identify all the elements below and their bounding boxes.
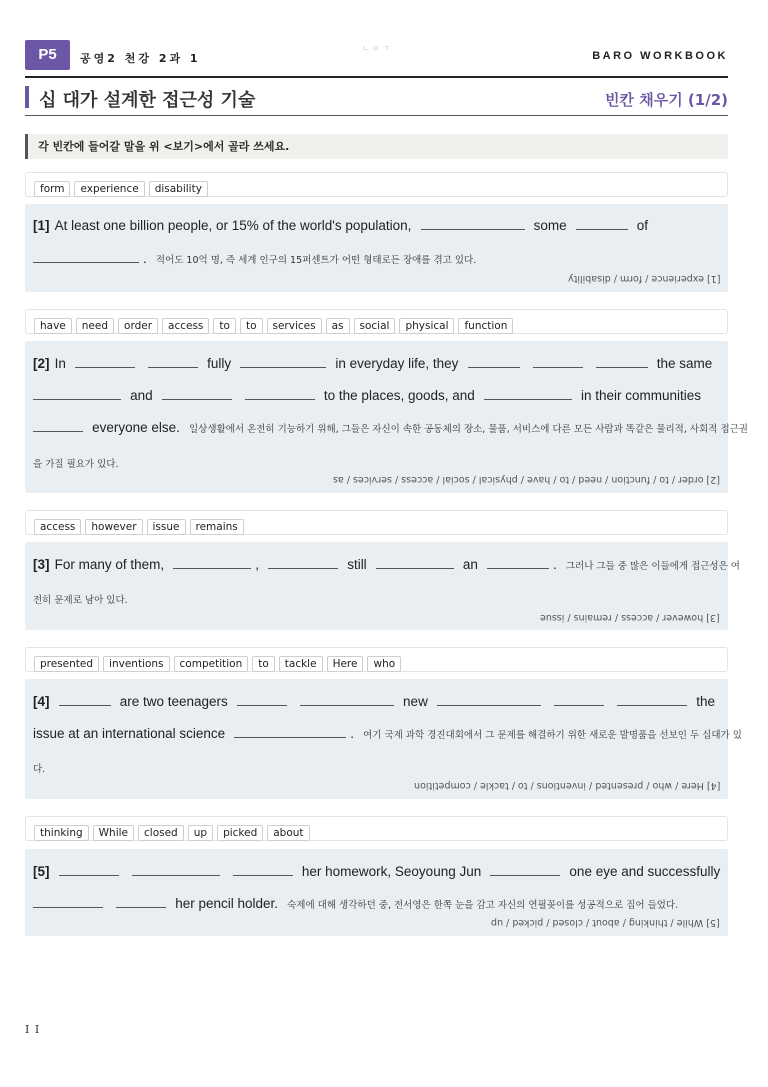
q2-line4: [33, 452, 119, 471]
blank-field[interactable]: [437, 693, 541, 706]
page-title: 십 대가 설계한 접근성 기술: [39, 90, 256, 111]
word-chip: experience: [74, 181, 144, 197]
blank-field[interactable]: [75, 355, 135, 368]
word-chip: picked: [217, 825, 263, 841]
korean-translation: 일상생활에서 온전히 기능하기 위해, 그들은 자신이 속한 공동체의 장소, 물품, 서비스에 다른 모든 사람과 똑같은 물리적, 사회적 접근권: [189, 424, 748, 435]
question-box-2: [25, 341, 748, 493]
word-chip: While: [93, 825, 134, 841]
q2-line1: [2] In fully in everyday life, they the same: [33, 356, 713, 371]
answer-key: [4] Here / who / presented / inventions / to / tackle / competition: [413, 780, 720, 791]
blank-field[interactable]: [245, 387, 315, 400]
word-chip: social: [354, 318, 396, 334]
word-chip: up: [188, 825, 213, 841]
blank-field[interactable]: [59, 693, 111, 706]
blank-field[interactable]: [132, 863, 220, 876]
word-chip: to: [240, 318, 263, 334]
q2-line3: everyone else. 일상생활에서 온전히 기능하기 위해, 그들은 자신이 속한 공동체의 장소, 물품, 서비스에 다른 모든 사람과 똑같은 물리적, 사회적 접근권: [33, 417, 748, 436]
blank-field[interactable]: [33, 419, 83, 432]
korean-translation: 숙제에 대해 생각하던 중, 전서영은 한쪽 눈을 감고 자신의 연필꽂이를 성공적으로 집어 들었다.: [287, 900, 679, 911]
course-label: 공영2 천강 2과 1: [80, 52, 201, 65]
blank-field[interactable]: [490, 863, 560, 876]
blank-field[interactable]: [487, 556, 549, 569]
page-number: I I: [25, 1023, 41, 1036]
word-bank-3: [25, 510, 728, 535]
word-chip: services: [267, 318, 322, 334]
word-chip: remains: [190, 519, 244, 535]
korean-translation: 적어도 10억 명, 즉 세계 인구의 15퍼센트가 어떤 형태로든 장애를 겪고 있다.: [155, 255, 477, 266]
word-chip: however: [85, 519, 142, 535]
page-header: [25, 40, 728, 78]
question-number: [1]: [33, 218, 50, 233]
word-chip: competition: [174, 656, 249, 672]
q3-line1: [3] For many of them, , still an . 그러나 그들 중 많은 이들에게 접근성은 여: [33, 557, 740, 572]
q1-line1: [1] At least one billion people, or 15% of the world's population, some of: [33, 218, 649, 233]
korean-translation: 을 가질 필요가 있다.: [33, 459, 119, 470]
korean-translation: 그러나 그들 중 많은 이들에게 접근성은 여: [565, 561, 740, 572]
word-chip: access: [34, 519, 81, 535]
q3-line2: [33, 588, 128, 607]
blank-field[interactable]: [376, 556, 454, 569]
korean-translation: 전히 문제로 남아 있다.: [33, 595, 128, 606]
word-chip: function: [458, 318, 513, 334]
blank-field[interactable]: [240, 355, 326, 368]
blank-field[interactable]: [233, 863, 293, 876]
word-bank-2: [25, 309, 728, 334]
blank-field[interactable]: [116, 895, 166, 908]
question-box-1: [25, 204, 728, 292]
q2-line2: and to the places, goods, and in their communities: [33, 385, 701, 404]
question-number: [5]: [33, 864, 50, 879]
page-subtitle: 빈칸 채우기 (1/2): [605, 91, 728, 109]
brand-label: BARO WORKBOOK: [592, 50, 728, 62]
question-box-5: [25, 849, 728, 936]
question-box-3: [25, 542, 740, 630]
blank-field[interactable]: [468, 355, 520, 368]
blank-field[interactable]: [554, 693, 604, 706]
blank-field[interactable]: [33, 387, 121, 400]
word-chip: as: [326, 318, 350, 334]
blank-field[interactable]: [33, 895, 103, 908]
blank-field[interactable]: [33, 250, 139, 263]
q4-line1: [4] are two teenagers new the: [33, 694, 715, 709]
word-chip: need: [76, 318, 114, 334]
answer-key: [1] experience / form / disability: [567, 273, 720, 284]
question-number: [3]: [33, 557, 50, 572]
word-chip: who: [367, 656, 401, 672]
q4-line3: [33, 757, 45, 776]
word-chip: Here: [327, 656, 364, 672]
korean-translation: 다.: [33, 764, 46, 775]
faint-mark: ㄴㅇㄱ: [362, 44, 392, 53]
korean-translation: 여기 국제 과학 경진대회에서 그 문제를 해결하기 위한 새로운 발명품을 선보인 두 십대가 있: [363, 730, 742, 741]
q5-line2: her pencil holder. 숙제에 대해 생각하던 중, 전서영은 한쪽 눈을 감고 자신의 연필꽂이를 성공적으로 집어 들었다.: [33, 893, 678, 912]
blank-field[interactable]: [148, 355, 198, 368]
word-chip: physical: [399, 318, 454, 334]
word-bank-4: [25, 647, 728, 672]
question-number: [4]: [33, 694, 50, 709]
page-badge: P5: [25, 40, 70, 70]
blank-field[interactable]: [484, 387, 572, 400]
blank-field[interactable]: [59, 863, 119, 876]
blank-field[interactable]: [173, 556, 251, 569]
blank-field[interactable]: [237, 693, 287, 706]
instruction-box: 각 빈칸에 들어갈 말을 위 <보기>에서 골라 쓰세요.: [25, 134, 728, 159]
q1-line2: . 적어도 10억 명, 즉 세계 인구의 15퍼센트가 어떤 형태로든 장애를 겪고 있다.: [33, 248, 476, 267]
blank-field[interactable]: [234, 725, 346, 738]
question-number: [2]: [33, 356, 50, 371]
blank-field[interactable]: [421, 217, 525, 230]
word-chip: issue: [147, 519, 186, 535]
title-accent-bar: [25, 86, 29, 108]
word-chip: to: [213, 318, 236, 334]
title-row: [25, 86, 728, 116]
word-chip: access: [162, 318, 209, 334]
blank-field[interactable]: [300, 693, 394, 706]
word-chip: about: [267, 825, 309, 841]
word-chip: disability: [149, 181, 208, 197]
word-chip: presented: [34, 656, 99, 672]
blank-field[interactable]: [617, 693, 687, 706]
blank-field[interactable]: [268, 556, 338, 569]
word-chip: form: [34, 181, 70, 197]
word-chip: inventions: [103, 656, 169, 672]
word-chip: tackle: [279, 656, 323, 672]
answer-key: [3] however / access / remains / issue: [540, 612, 720, 623]
question-box-4: [25, 679, 742, 799]
word-chip: thinking: [34, 825, 89, 841]
blank-field[interactable]: [576, 217, 628, 230]
word-chip: have: [34, 318, 72, 334]
blank-field[interactable]: [533, 355, 583, 368]
blank-field[interactable]: [162, 387, 232, 400]
q4-line2: issue at an international science . 여기 국제 과학 경진대회에서 그 문제를 해결하기 위한 새로운 발명품을 선보인 두 십대가 있: [33, 726, 742, 741]
q5-line1: [5] her homework, Seoyoung Jun one eye and successfully: [33, 864, 721, 879]
answer-key: [5] While / thinking / about / closed / picked / up: [491, 917, 720, 928]
answer-key: [2] order / to / function / need / to / have / physical / social / access / services / as: [333, 474, 720, 485]
word-chip: to: [252, 656, 275, 672]
word-bank-1: [25, 172, 728, 197]
word-bank-5: [25, 816, 728, 841]
blank-field[interactable]: [596, 355, 648, 368]
word-chip: order: [118, 318, 158, 334]
word-chip: closed: [138, 825, 184, 841]
